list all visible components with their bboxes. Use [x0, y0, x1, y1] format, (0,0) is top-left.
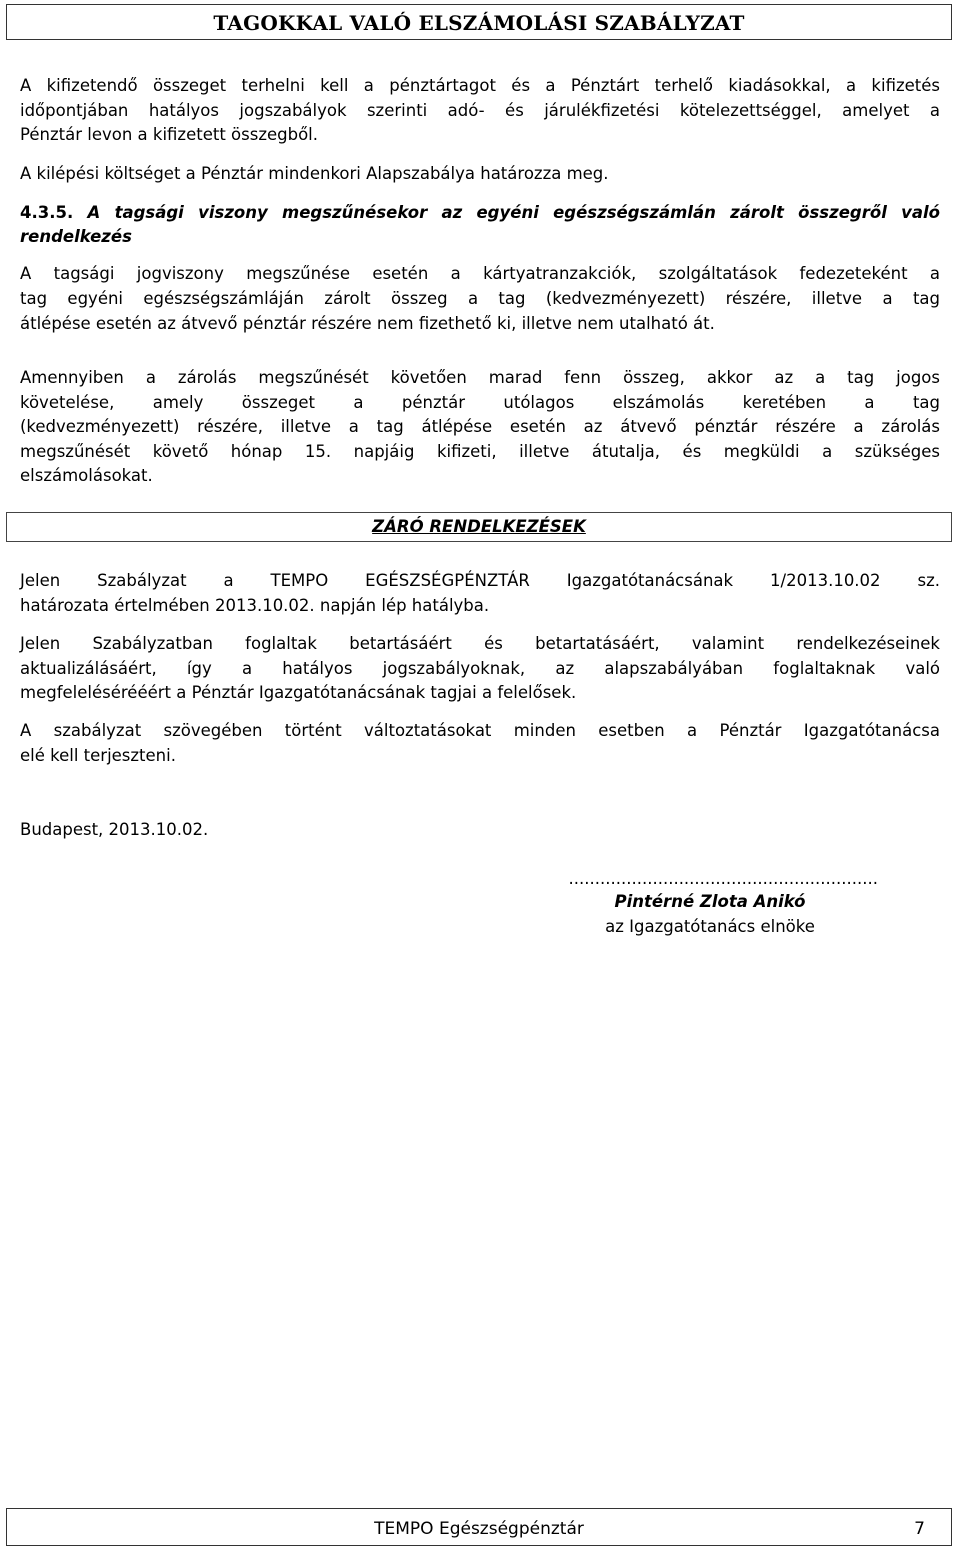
zaro-p2-line3: megfelelésérééért a Pénztár Igazgatótanácsának tagjai a felelősek. — [20, 683, 577, 702]
section-title-line2: rendelkezés — [20, 227, 132, 246]
signatory-name: Pintérné Zlota Anikó — [614, 892, 806, 911]
p4-line5: elszámolásokat. — [20, 466, 153, 485]
p3-line2: tag egyéni egészségszámláján zárolt összeg a tag (kedvezményezett) részére, illetve a tag — [20, 289, 940, 308]
zaro-p3-line1: A szabályzat szövegében történt változtatásokat minden esetben a Pénztár Igazgatótanácsa — [20, 721, 940, 740]
p4-line2: követelése, amely összeget a pénztár utólagos elszámolás keretében a tag — [20, 392, 940, 412]
p4-line1: Amennyiben a zárolás megszűnését követően marad fenn összeg, akkor az a tag jogos — [20, 368, 940, 387]
p1-line2: időpontjában hatályos jogszabályok szerinti adó- és járulékfizetési kötelezettséggel, amelyet a — [20, 100, 940, 120]
p1-line1: A kifizetendő összeget terhelni kell a pénztártagot és a Pénztárt terhelő kiadásokkal, a kifizetés — [20, 76, 940, 95]
page-number: 7 — [914, 1519, 925, 1539]
p3-line3: átlépése esetén az átvevő pénztár részére nem fizethető ki, illetve nem utalható át. — [20, 313, 715, 333]
page-header-title: TAGOKKAL VALÓ ELSZÁMOLÁSI SZABÁLYZAT — [213, 11, 745, 35]
zaro-p1-line1: Jelen Szabályzat a TEMPO EGÉSZSÉGPÉNZTÁR Igazgatótanácsának 1/2013.10.02 sz. — [20, 571, 940, 590]
zaro-p2-line2: aktualizálásáért, így a hatályos jogszabályoknak, az alapszabályában foglaltaknak való — [20, 658, 940, 678]
signature-dots: ........................................................... — [568, 869, 878, 888]
p2: A kilépési költséget a Pénztár mindenkori Alapszabálya határozza meg. — [20, 164, 609, 183]
p1-line3: Pénztár levon a kifizetett összegből. — [20, 125, 319, 144]
p4-line3: (kedvezményezett) részére, illetve a tag átlépése esetén az átvevő pénztár részére a zárolás — [20, 417, 940, 436]
section-number: 4.3.5. — [20, 203, 74, 222]
zaro-p2-line1: Jelen Szabályzatban foglaltak betartásáért és betartatásáért, valamint rendelkezéseinek — [20, 634, 940, 653]
p3-line1: A tagsági jogviszony megszűnése esetén a kártyatranzakciók, szolgáltatások fedezeteként a — [20, 264, 940, 283]
zaro-p3-line2: elé kell terjeszteni. — [20, 745, 176, 765]
p4-line4: megszűnését követő hónap 15. napjáig kifizeti, illetve átutalja, és megküldi a szükséges — [20, 441, 940, 461]
section-title-line1: A tagsági viszony megszűnésekor az egyéni egészségszámlán zárolt összegről való — [87, 203, 941, 222]
signatory-role: az Igazgatótanács elnöke — [605, 917, 815, 936]
zaro-p1-line2: határozata értelmében 2013.10.02. napján lép hatályba. — [20, 595, 490, 615]
footer-title: TEMPO Egészségpénztár — [374, 1519, 584, 1539]
section-heading-line1 — [20, 201, 940, 225]
closing-provisions-title: ZÁRÓ RENDELKEZÉSEK — [372, 517, 586, 536]
place-date: Budapest, 2013.10.02. — [20, 820, 209, 839]
closing-provisions-box — [6, 512, 952, 542]
footer-box — [6, 1508, 952, 1546]
header-box — [6, 4, 952, 40]
